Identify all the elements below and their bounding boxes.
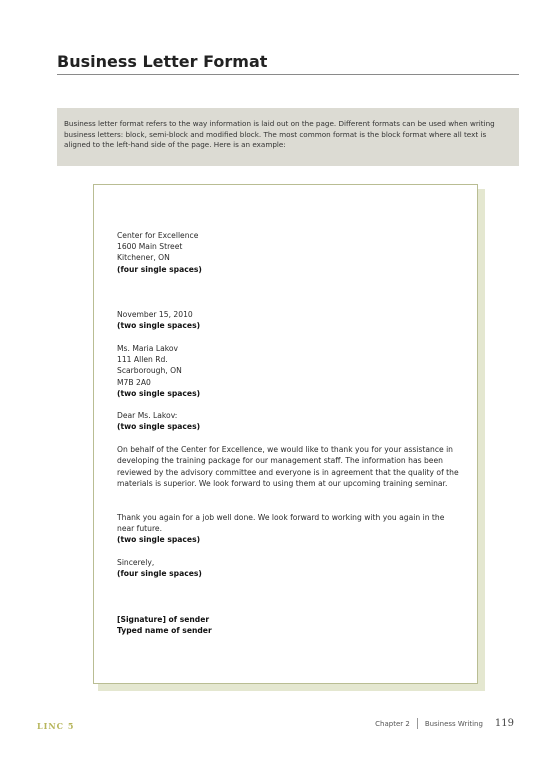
sender-street: 1600 Main Street [117, 242, 183, 251]
letter-date: November 15, 2010 [117, 310, 193, 319]
signature-line: [Signature] of sender [117, 615, 210, 624]
recipient-postal-code: M7B 2A0 [117, 378, 151, 387]
typed-name-line: Typed name of sender [117, 626, 212, 635]
footer-divider [417, 718, 418, 729]
title-divider [57, 74, 519, 75]
spacing-note: (two single spaces) [117, 321, 201, 330]
recipient-street: 111 Allen Rd. [117, 355, 168, 364]
sender-city: Kitchener, ON [117, 253, 170, 262]
letter-body-paragraph: Thank you again for a job well done. We look forward to working with you again in the near future. [117, 513, 445, 534]
spacing-note: (two single spaces) [117, 535, 201, 544]
chapter-label: Chapter 2 [375, 719, 410, 728]
spacing-note: (two single spaces) [117, 389, 201, 398]
spacing-note: (four single spaces) [117, 265, 202, 274]
page-number: 119 [494, 718, 514, 729]
section-label: Business Writing [424, 719, 483, 728]
spacing-note: (four single spaces) [117, 569, 202, 578]
intro-box: Business letter format refers to the way information is laid out on the page. Different formats can be used when writing business letters: block, semi-block and modified block. The most common format is the block format where all text is aligned to the left-hand side of the page. Here is an example: [57, 108, 519, 166]
recipient-city: Scarborough, ON [117, 366, 182, 375]
course-label: LINC 5 [37, 721, 75, 731]
page-footer [375, 718, 514, 729]
recipient-name: Ms. Maria Lakov [117, 344, 178, 353]
letter-body-paragraph: On behalf of the Center for Excellence, we would like to thank you for your assistance in developing the training package for our management staff. The information has been reviewed by the advisory committee and everyone is in agreement that the quality of the materials is superior. We look forward to using them at our upcoming training seminar. [117, 445, 459, 488]
page-title: Business Letter Format [57, 52, 268, 71]
salutation: Dear Ms. Lakov: [117, 411, 178, 420]
spacing-note: (two single spaces) [117, 422, 201, 431]
sender-organization: Center for Excellence [117, 231, 199, 240]
letter-closing: Sincerely, [117, 558, 155, 567]
